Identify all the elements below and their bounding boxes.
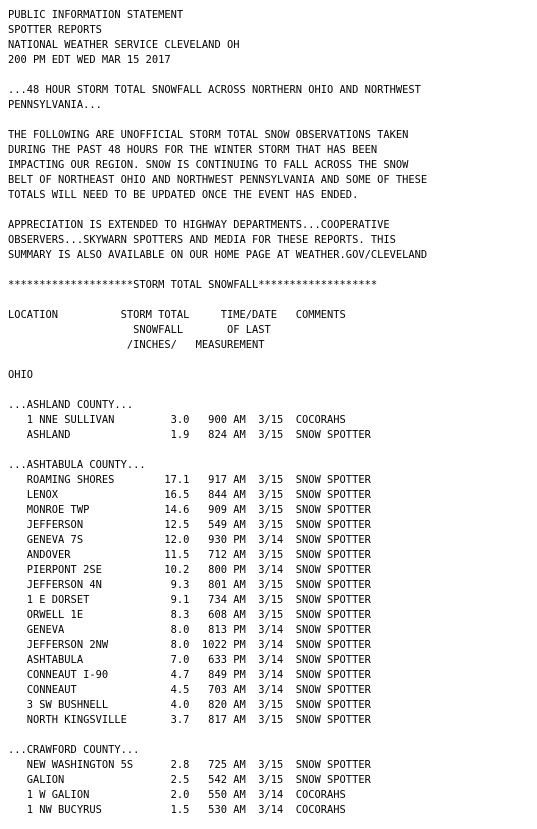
- table-row: 3 SW BUSHNELL 4.0 820 AM 3/15 SNOW SPOTTER: [8, 699, 371, 711]
- headline-line: ...48 HOUR STORM TOTAL SNOWFALL ACROSS NORTHERN OHIO AND NORTHWEST: [8, 84, 421, 96]
- table-row: GALION 2.5 542 AM 3/15 SNOW SPOTTER: [8, 774, 371, 786]
- headline-line: PENNSYLVANIA...: [8, 99, 102, 111]
- header-line: PUBLIC INFORMATION STATEMENT: [8, 9, 184, 21]
- blank-line: [8, 353, 533, 368]
- intro-paragraph-line: IMPACTING OUR REGION. SNOW IS CONTINUING TO FALL ACROSS THE SNOW: [8, 159, 409, 171]
- blank-line: [8, 383, 533, 398]
- table-row: GENEVA 7S 12.0 930 PM 3/14 SNOW SPOTTER: [8, 534, 371, 546]
- header-line: NATIONAL WEATHER SERVICE CLEVELAND OH: [8, 39, 240, 51]
- table-header-line: SNOWFALL OF LAST: [8, 324, 271, 336]
- table-header-line: /INCHES/ MEASUREMENT: [8, 339, 265, 351]
- blank-line: [8, 293, 533, 308]
- blank-line: [8, 728, 533, 743]
- section-banner: ********************STORM TOTAL SNOWFALL*******************: [8, 279, 378, 291]
- header-line: 200 PM EDT WED MAR 15 2017: [8, 54, 171, 66]
- blank-line: [8, 263, 533, 278]
- blank-line: [8, 203, 533, 218]
- table-row: LENOX 16.5 844 AM 3/15 SNOW SPOTTER: [8, 489, 371, 501]
- intro-paragraph-line: DURING THE PAST 48 HOURS FOR THE WINTER STORM THAT HAS BEEN: [8, 144, 378, 156]
- table-row: ORWELL 1E 8.3 608 AM 3/15 SNOW SPOTTER: [8, 609, 371, 621]
- blank-line: [8, 443, 533, 458]
- table-row: CONNEAUT 4.5 703 AM 3/14 SNOW SPOTTER: [8, 684, 371, 696]
- intro-paragraph-line: BELT OF NORTHEAST OHIO AND NORTHWEST PENNSYLVANIA AND SOME OF THESE: [8, 174, 428, 186]
- appreciation-paragraph-line: OBSERVERS...SKYWARN SPOTTERS AND MEDIA FOR THESE REPORTS. THIS: [8, 234, 396, 246]
- table-row: GENEVA 8.0 813 PM 3/14 SNOW SPOTTER: [8, 624, 371, 636]
- table-row: JEFFERSON 4N 9.3 801 AM 3/15 SNOW SPOTTER: [8, 579, 371, 591]
- table-row: JEFFERSON 12.5 549 AM 3/15 SNOW SPOTTER: [8, 519, 371, 531]
- table-row: JEFFERSON 2NW 8.0 1022 PM 3/14 SNOW SPOTTER: [8, 639, 371, 651]
- table-row: ASHTABULA 7.0 633 PM 3/14 SNOW SPOTTER: [8, 654, 371, 666]
- county-heading: ...ASHLAND COUNTY...: [8, 399, 134, 411]
- table-row: 1 W GALION 2.0 550 AM 3/14 COCORAHS: [8, 789, 346, 801]
- state-heading: OHIO: [8, 369, 34, 381]
- table-row: CONNEAUT I-90 4.7 849 PM 3/14 SNOW SPOTTER: [8, 669, 371, 681]
- table-row: 1 NNE SULLIVAN 3.0 900 AM 3/15 COCORAHS: [8, 414, 346, 426]
- appreciation-paragraph-line: APPRECIATION IS EXTENDED TO HIGHWAY DEPARTMENTS...COOPERATIVE: [8, 219, 390, 231]
- county-heading: ...CRAWFORD COUNTY...: [8, 744, 140, 756]
- table-row: NORTH KINGSVILLE 3.7 817 AM 3/15 SNOW SPOTTER: [8, 714, 371, 726]
- appreciation-paragraph-line: SUMMARY IS ALSO AVAILABLE ON OUR HOME PAGE AT WEATHER.GOV/CLEVELAND: [8, 249, 428, 261]
- intro-paragraph-line: THE FOLLOWING ARE UNOFFICIAL STORM TOTAL SNOW OBSERVATIONS TAKEN: [8, 129, 409, 141]
- intro-paragraph-line: TOTALS WILL NEED TO BE UPDATED ONCE THE EVENT HAS ENDED.: [8, 189, 359, 201]
- table-row: NEW WASHINGTON 5S 2.8 725 AM 3/15 SNOW SPOTTER: [8, 759, 371, 771]
- table-row: ASHLAND 1.9 824 AM 3/15 SNOW SPOTTER: [8, 429, 371, 441]
- table-row: MONROE TWP 14.6 909 AM 3/15 SNOW SPOTTER: [8, 504, 371, 516]
- table-header-line: LOCATION STORM TOTAL TIME/DATE COMMENTS: [8, 309, 346, 321]
- table-row: ROAMING SHORES 17.1 917 AM 3/15 SNOW SPOTTER: [8, 474, 371, 486]
- table-row: PIERPONT 2SE 10.2 800 PM 3/14 SNOW SPOTTER: [8, 564, 371, 576]
- header-line: SPOTTER REPORTS: [8, 24, 102, 36]
- blank-line: [8, 113, 533, 128]
- spotter-report-document: [8, 8, 533, 818]
- table-row: 1 NW BUCYRUS 1.5 530 AM 3/14 COCORAHS: [8, 804, 346, 816]
- blank-line: [8, 68, 533, 83]
- table-row: 1 E DORSET 9.1 734 AM 3/15 SNOW SPOTTER: [8, 594, 371, 606]
- county-heading: ...ASHTABULA COUNTY...: [8, 459, 146, 471]
- table-row: ANDOVER 11.5 712 AM 3/15 SNOW SPOTTER: [8, 549, 371, 561]
